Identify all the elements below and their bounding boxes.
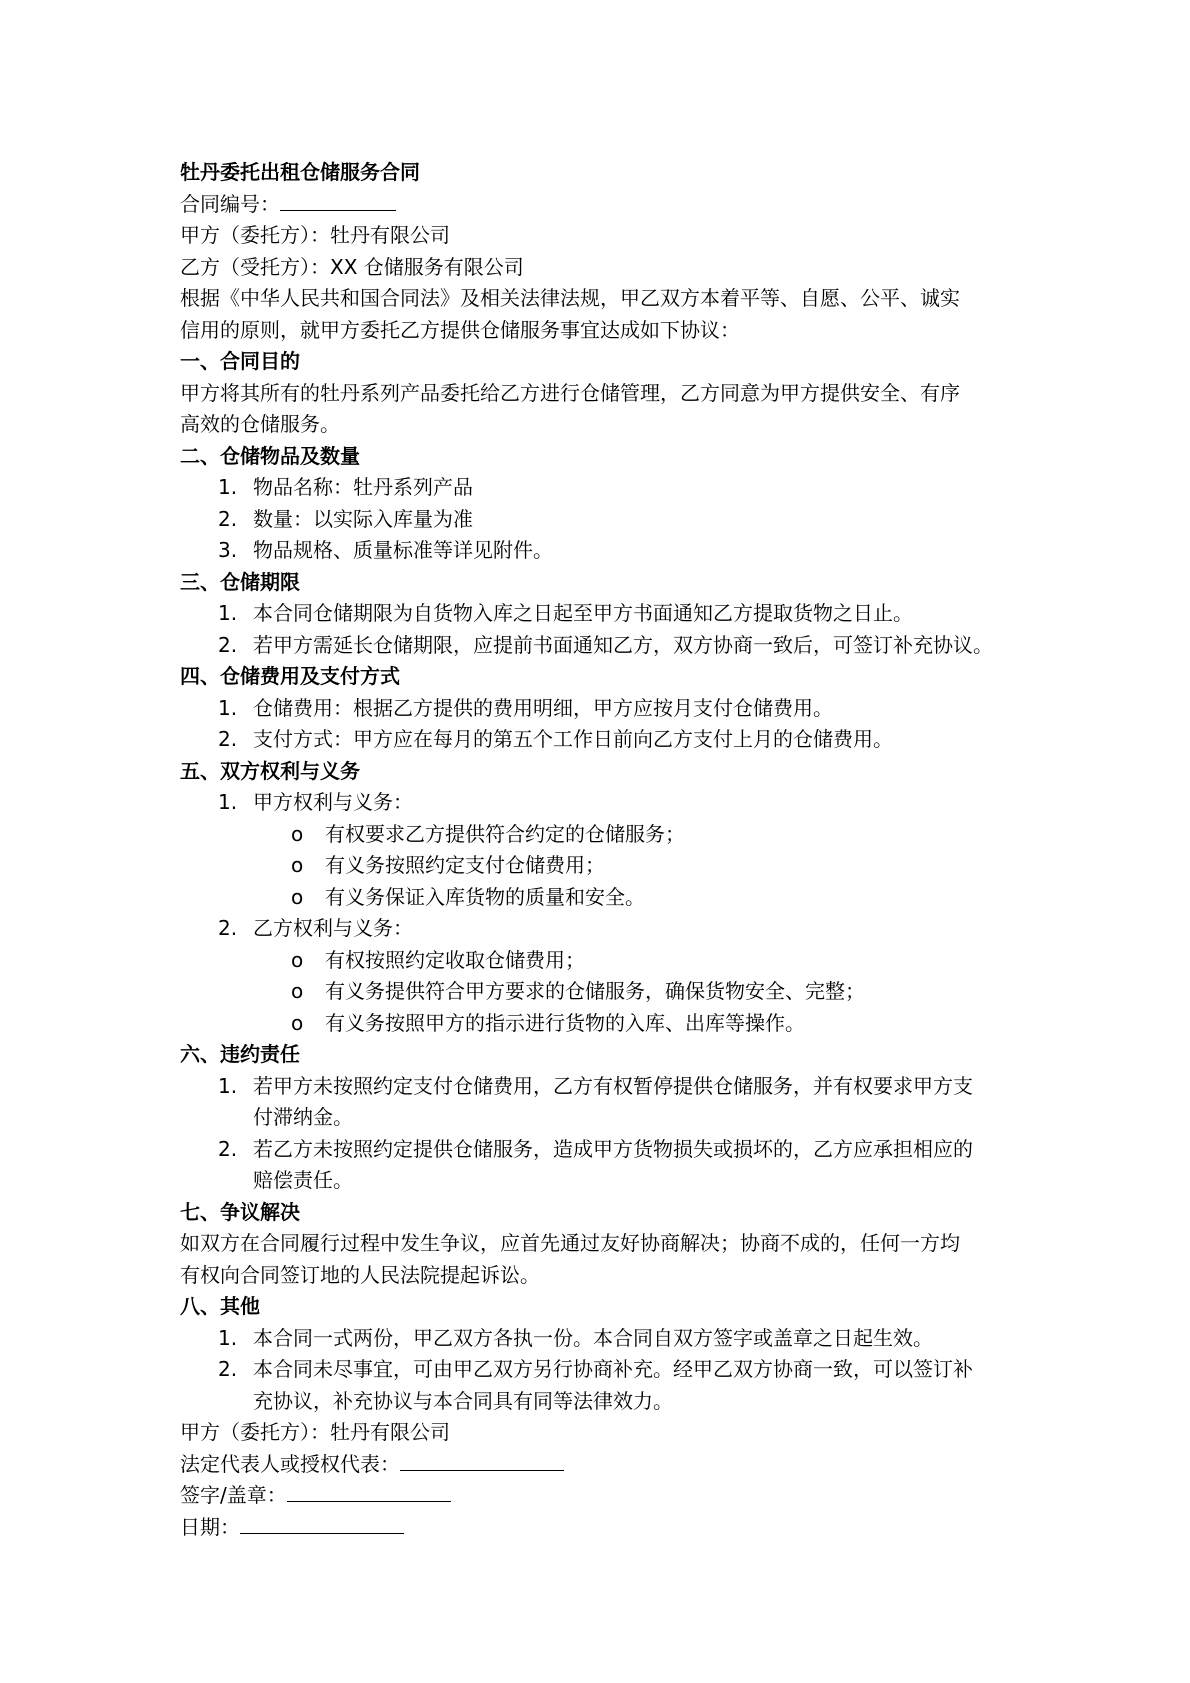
bullet-item xyxy=(180,1008,1040,1040)
section-4-item-1 xyxy=(180,693,1040,725)
bullet-item xyxy=(180,850,1040,882)
item-number: 2. xyxy=(218,506,238,531)
bullet-marker: o xyxy=(291,853,304,877)
section-8-item-1 xyxy=(180,1323,1040,1355)
contract-body xyxy=(180,157,1040,1543)
item-text-line-1: 若甲方未按照约定支付仓储费用，乙方有权暂停提供仓储服务，并有权要求甲方支 xyxy=(253,1073,973,1098)
item-text: 本合同仓储期限为自货物入库之日起至甲方书面通知乙方提取货物之日止。 xyxy=(253,601,913,625)
party-a-line: 甲方（委托方）：牡丹有限公司 xyxy=(180,223,450,247)
signature-party-line: 甲方（委托方）：牡丹有限公司 xyxy=(180,1420,450,1444)
item-text: 数量：以实际入库量为准 xyxy=(253,506,473,531)
bullet-text: 有义务提供符合甲方要求的仓储服务，确保货物安全、完整； xyxy=(325,979,865,1003)
item-number: 2. xyxy=(218,916,238,940)
item-text: 若甲方需延长仓储期限，应提前书面通知乙方，双方协商一致后，可签订补充协议。 xyxy=(253,632,993,657)
contract-number-label: 合同编号： xyxy=(180,191,280,216)
section-3-item-2 xyxy=(180,630,1040,662)
item-number: 2. xyxy=(218,1357,238,1381)
bullet-text: 有义务按照甲方的指示进行货物的入库、出库等操作。 xyxy=(325,1010,805,1035)
item-text-line-1: 若乙方未按照约定提供仓储服务，造成甲方货物损失或损坏的，乙方应承担相应的 xyxy=(253,1136,973,1161)
intro-line-1: 根据《中华人民共和国合同法》及相关法律法规，甲乙双方本着平等、自愿、公平、诚实 xyxy=(180,286,960,310)
date-line xyxy=(180,1512,1040,1544)
bullet-text: 有权按照约定收取仓储费用； xyxy=(325,947,585,972)
item-text: 仓储费用：根据乙方提供的费用明细，甲方应按月支付仓储费用。 xyxy=(253,695,833,720)
section-2-item-3 xyxy=(180,535,1040,567)
bullet-item xyxy=(180,945,1040,977)
section-7-heading: 七、争议解决 xyxy=(180,1199,300,1224)
section-2-heading: 二、仓储物品及数量 xyxy=(180,443,360,468)
section-6-item-1 xyxy=(180,1071,1040,1134)
section-8-item-2 xyxy=(180,1354,1040,1417)
seal-label: 签字/盖章： xyxy=(180,1483,287,1507)
section-2-item-1 xyxy=(180,472,1040,504)
item-text: 甲方权利与义务： xyxy=(253,790,413,814)
party-b-line: 乙方（受托方）：XX 仓储服务有限公司 xyxy=(180,254,524,279)
contract-number-line xyxy=(180,189,1040,221)
section-7-line-1: 如双方在合同履行过程中发生争议，应首先通过友好协商解决；协商不成的，任何一方均 xyxy=(180,1231,960,1255)
item-text-line-1: 本合同一式两份，甲乙双方各执一份。本合同自双方签字或盖章之日起生效。 xyxy=(253,1325,933,1350)
item-text: 乙方权利与义务： xyxy=(253,916,413,940)
seal-blank xyxy=(287,1483,451,1502)
section-1-heading: 一、合同目的 xyxy=(180,349,300,373)
bullet-text: 有义务保证入库货物的质量和安全。 xyxy=(325,884,645,909)
section-6-item-2 xyxy=(180,1134,1040,1197)
seal-line xyxy=(180,1480,1040,1512)
item-number: 1. xyxy=(218,475,238,499)
item-number: 2. xyxy=(218,1136,238,1161)
item-number: 2. xyxy=(218,632,238,657)
item-text: 物品名称：牡丹系列产品 xyxy=(253,475,473,499)
date-blank xyxy=(240,1515,404,1534)
item-number: 1. xyxy=(218,1325,238,1350)
section-1-line-2: 高效的仓储服务。 xyxy=(180,412,340,436)
section-5-heading: 五、双方权利与义务 xyxy=(180,758,360,783)
bullet-marker: o xyxy=(291,1010,304,1035)
item-text-line-2: 付滞纳金。 xyxy=(253,1105,353,1129)
representative-label: 法定代表人或授权代表： xyxy=(180,1451,400,1476)
section-3-heading: 三、仓储期限 xyxy=(180,569,300,594)
item-number: 1. xyxy=(218,601,238,625)
bullet-item xyxy=(180,882,1040,914)
section-3-item-1 xyxy=(180,598,1040,630)
bullet-marker: o xyxy=(291,979,304,1003)
representative-blank xyxy=(400,1452,564,1471)
section-1-line-1: 甲方将其所有的牡丹系列产品委托给乙方进行仓储管理，乙方同意为甲方提供安全、有序 xyxy=(180,380,960,405)
item-text-line-2: 赔偿责任。 xyxy=(253,1168,353,1192)
item-text-line-2: 充协议，补充协议与本合同具有同等法律效力。 xyxy=(253,1388,673,1413)
section-2-item-2 xyxy=(180,504,1040,536)
bullet-item xyxy=(180,819,1040,851)
item-text: 支付方式：甲方应在每月的第五个工作日前向乙方支付上月的仓储费用。 xyxy=(253,727,893,751)
bullet-text: 有权要求乙方提供符合约定的仓储服务； xyxy=(325,821,685,846)
section-8-heading: 八、其他 xyxy=(180,1294,260,1318)
section-4-item-2 xyxy=(180,724,1040,756)
item-number: 2. xyxy=(218,727,238,751)
section-7-line-2: 有权向合同签订地的人民法院提起诉讼。 xyxy=(180,1262,540,1287)
section-5-item-b xyxy=(180,913,1040,945)
bullet-marker: o xyxy=(291,947,304,972)
bullet-marker: o xyxy=(291,884,304,909)
item-text: 物品规格、质量标准等详见附件。 xyxy=(253,538,553,562)
section-4-heading: 四、仓储费用及支付方式 xyxy=(180,664,400,688)
item-number: 1. xyxy=(218,695,238,720)
bullet-marker: o xyxy=(291,821,304,846)
item-text-line-1: 本合同未尽事宜，可由甲乙双方另行协商补充。经甲乙双方协商一致，可以签订补 xyxy=(253,1357,973,1381)
representative-line xyxy=(180,1449,1040,1481)
bullet-item xyxy=(180,976,1040,1008)
intro-line-2: 信用的原则，就甲方委托乙方提供仓储服务事宜达成如下协议： xyxy=(180,317,740,342)
contract-number-blank xyxy=(280,192,396,211)
section-6-heading: 六、违约责任 xyxy=(180,1042,300,1066)
item-number: 1. xyxy=(218,790,238,814)
date-label: 日期： xyxy=(180,1514,240,1539)
contract-title: 牡丹委托出租仓储服务合同 xyxy=(180,160,420,184)
bullet-text: 有义务按照约定支付仓储费用； xyxy=(325,853,605,877)
item-number: 1. xyxy=(218,1073,238,1098)
item-number: 3. xyxy=(218,538,238,562)
section-5-item-a xyxy=(180,787,1040,819)
